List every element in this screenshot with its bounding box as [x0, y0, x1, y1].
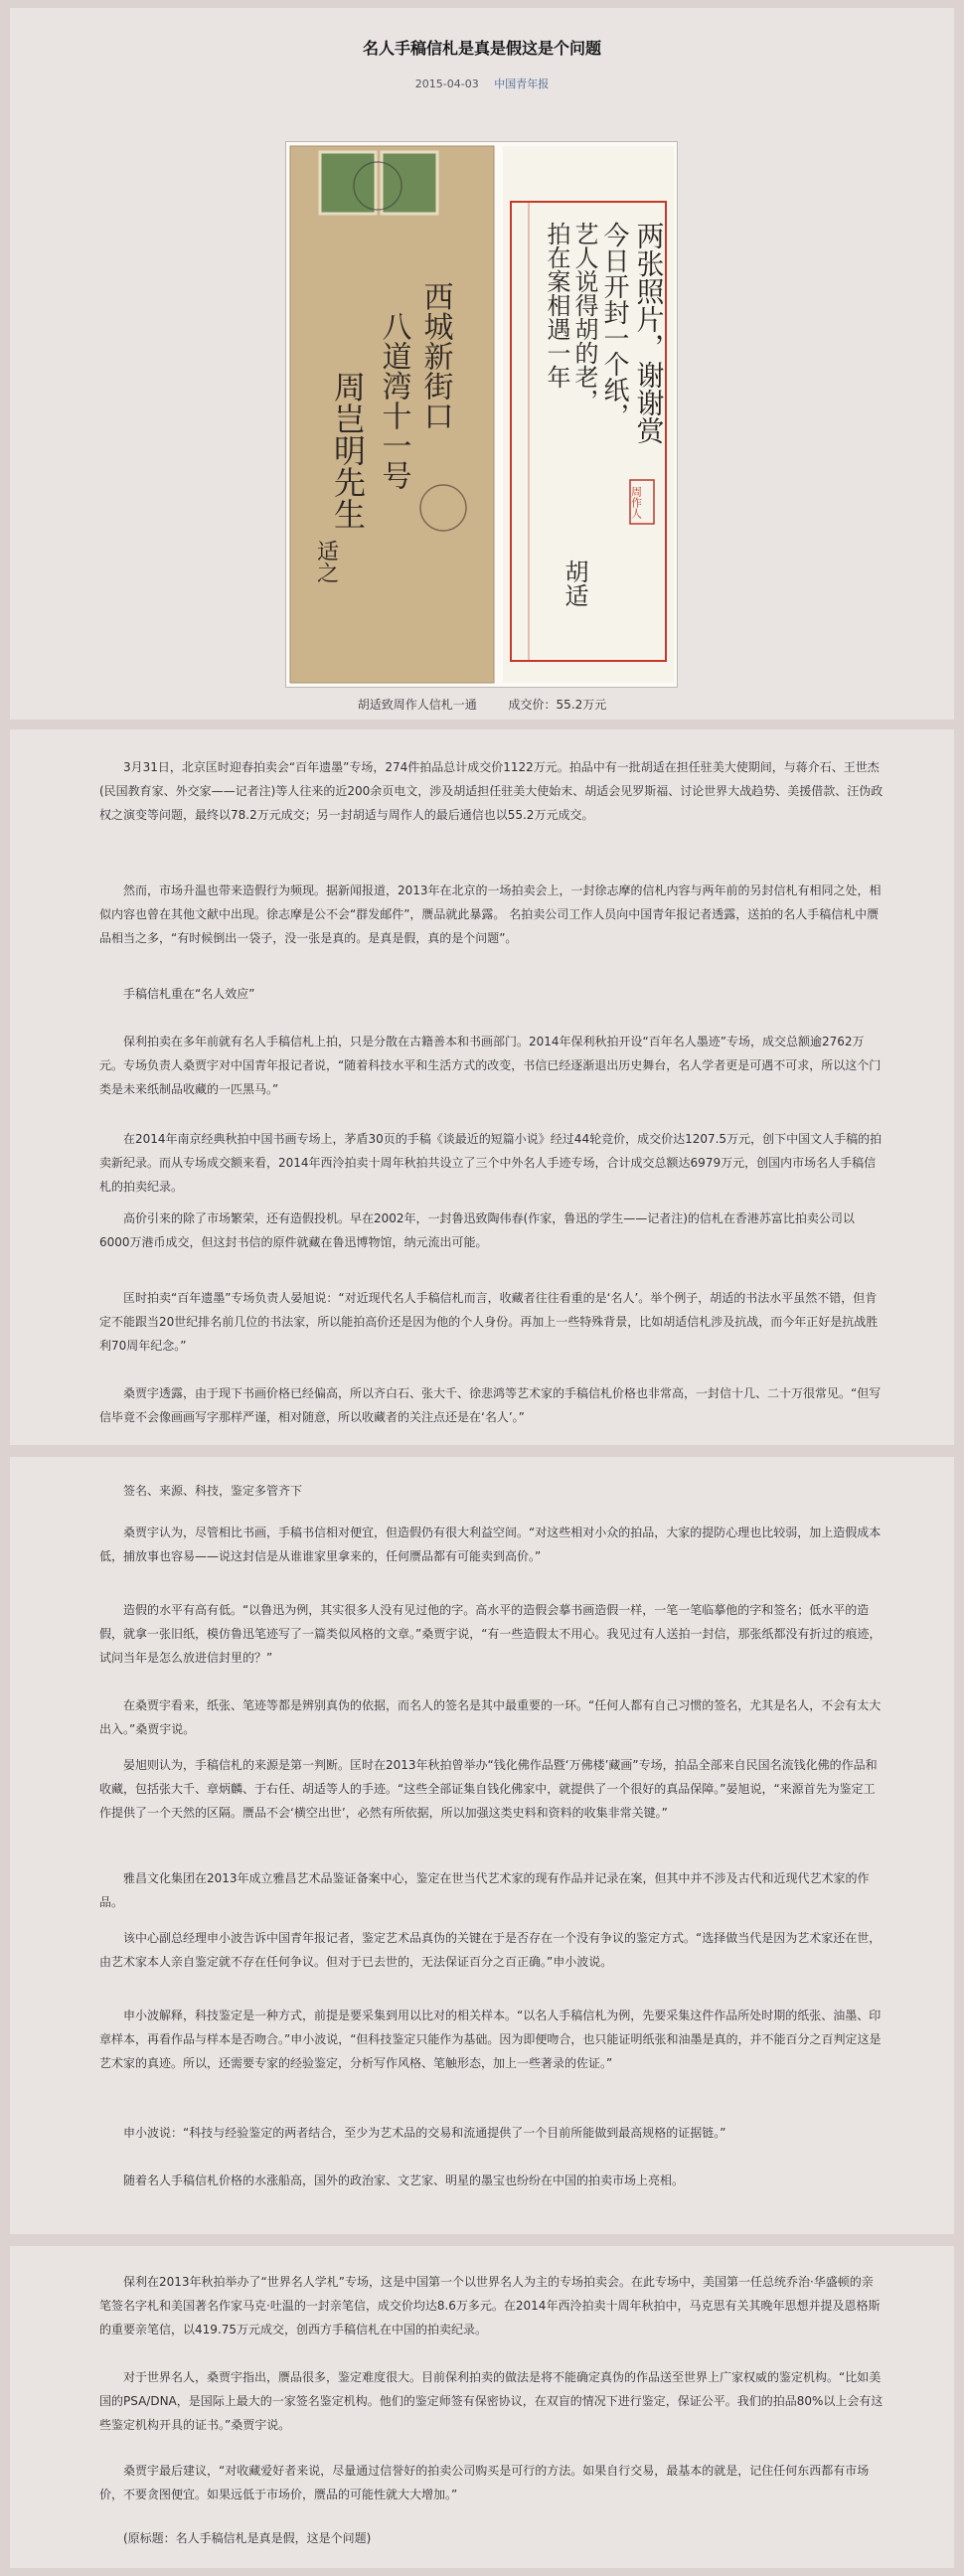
article-section-2	[10, 729, 954, 1445]
paragraph: 申小波解释，科技鉴定是一种方式，前提是要采集到用以比对的相关样本。“以名人手稿信札为例，先要采集这件作品所处时期的纸张、油墨、印章样本，再看作品与样本是否吻合。”申小波说，“但科技鉴定只能作为基础。因为即便吻合，也只能证明纸张和油墨是真的，并不能百分之百判定这是艺术家的真迹。所以，还需要专家的经验鉴定，分析写作风格、笔触形态，加上一些著录的佐证。”	[99, 2009, 882, 2070]
paragraph: 雅昌文化集团在2013年成立雅昌艺术品鉴证备案中心，鉴定在世当代艺术家的现有作品并记录在案，但其中并不涉及古代和近现代艺术家的作品。	[99, 1871, 870, 1909]
article-meta	[10, 76, 954, 91]
paragraph: 申小波说：“科技与经验鉴定的两者结合，至少为艺术品的交易和流通提供了一个目前所能做到最高规格的证据链。”	[123, 2126, 726, 2140]
paragraph: 高价引来的除了市场繁荣，还有造假投机。早在2002年，一封鲁迅致陶伟春(作家，鲁迅的学生——记者注)的信札在香港苏富比拍卖公司以6000万港币成交，但这封书信的原件就藏在鲁迅博物馆，纳元流出可能。	[99, 1211, 855, 1249]
paragraph: 对于世界名人，桑贾宇指出，赝品很多，鉴定难度很大。目前保利拍卖的做法是将不能确定真伪的作品送至世界上广家权威的鉴定机构。“比如美国的PSA/DNA，是国际上最大的一家签名鉴定机构。他们的鉴定师签有保密协议，在双盲的情况下进行鉴定，保证公平。我们的拍品80%以上会有这些鉴定机构开具的证书。”桑贾宇说。	[99, 2370, 884, 2432]
article-section-4	[10, 2246, 954, 2568]
publish-date: 2015-04-03	[414, 78, 479, 90]
caption-title: 胡适致周作人信札一通	[357, 698, 477, 712]
paragraph: 在桑贾宇看来，纸张、笔迹等都是辨别真伪的依据，而名人的签名是其中最重要的一环。“任何人都有自己习惯的签名，尤其是名人，不会有太大出入。”桑贾宇说。	[99, 1698, 882, 1736]
source-link[interactable]: 中国青年报	[494, 78, 550, 90]
article-header-card	[10, 8, 954, 720]
article-title: 名人手稿信札是真是假这是个问题	[362, 39, 601, 58]
section-heading: 签名、来源、科技，鉴定多管齐下	[123, 1484, 303, 1498]
postage-stamp-left	[320, 152, 376, 214]
paragraph: 在2014年南京经典秋拍中国书画专场上，茅盾30页的手稿《谈最近的短篇小说》经过44轮竞价，成交价达1207.5万元，创下中国文人手稿的拍卖新纪录。而从专场成交额来看，2014年西泠拍卖十周年秋拍共设立了三个中外名人手迹专场，合计成交总额达6979万元，创国内市场名人手稿信札的拍卖纪录。	[99, 1132, 883, 1194]
photo-caption	[10, 696, 954, 713]
paragraph: 匡时拍卖“百年遗墨”专场负责人晏旭说：“对近现代名人手稿信札而言，收藏者往往看重的是‘名人’。举个例子，胡适的书法水平虽然不错，但肯定不能跟当20世纪排名前几位的书法家，所以能拍高价还是因为他的个人身份。再加上一些特殊背景，比如胡适信札涉及抗战，而今年正好是抗战胜利70周年纪念。”	[99, 1291, 879, 1353]
paragraph: 晏旭则认为，手稿信札的来源是第一判断。匡时在2013年秋拍曾举办“钱化佛作品暨‘万佛楼’藏画”专场，拍品全部来自民国名流钱化佛的作品和收藏，包括张大千、章炳麟、于右任、胡适等人的手迹。“这些全部证集自钱化佛家中，就提供了一个很好的真品保障。”晏旭说，“来源首先为鉴定工作提供了一个天然的区隔。赝品不会‘横空出世’，必然有所依据，所以加强这类史料和资料的收集非常关键。”	[99, 1758, 878, 1820]
paragraph: 桑贾宇透露，由于现下书画价格已经偏高，所以齐白石、张大千、徐悲鸿等艺术家的手稿信札价格也非常高，一封信十几、二十万很常见。“但写信毕竟不会像画画写字那样严谨，相对随意，所以收藏者的关注点还是在‘名人’。”	[99, 1386, 882, 1424]
paragraph: 然而，市场升温也带来造假行为频现。据新闻报道，2013年在北京的一场拍卖会上，一封徐志摩的信札内容与两年前的另封信札有相同之处，相似内容也曾在其他文献中出现。徐志摩是公不会“群发邮件”，赝品就此暴露。 名拍卖公司工作人员向中国青年报记者透露，送拍的名人手稿信札中赝品相当之多，“有时候倒出一袋子，没一张是真的。是真是假，真的是个问题”。	[99, 884, 882, 945]
paragraph: 造假的水平有高有低。“以鲁迅为例，其实很多人没有见过他的字。高水平的造假会摹书画造假一样，一笔一笔临摹他的字和签名；低水平的造假，就拿一张旧纸，模仿鲁迅笔迹写了一篇类似风格的文章。”桑贾宇说，“有一些造假太不用心。我见过有人送拍一封信，那张纸都没有折过的痕迹，试问当年是怎么放进信封里的？”	[99, 1603, 882, 1665]
envelope-address-2: 八道湾十一号	[376, 311, 411, 490]
postage-stamp-right	[382, 152, 437, 214]
paragraph: 保利拍卖在多年前就有名人手稿信札上拍，只是分散在古籍善本和书画部门。2014年保利秋拍开设“百年名人墨迹”专场，成交总额逾2762万元。专场负责人桑贾宇对中国青年报记者说，“随着科技水平和生活方式的改变，书信已经逐渐退出历史舞台，名人学者更是可遇不可求，所以这个门类是未来纸制品收藏的一匹黑马。”	[99, 1035, 882, 1096]
paragraph: 该中心副总经理申小波告诉中国青年报记者，鉴定艺术品真伪的关键在于是否存在一个没有争议的鉴定方式。“选择做当代是因为艺术家还在世，由艺术家本人亲自鉴定就不存在任何争议。但对于已去世的，无法保证百分之百正确。”申小波说。	[99, 1931, 882, 1969]
letter-image-svg	[286, 142, 677, 687]
seal-text: 周作人	[629, 486, 643, 519]
section-heading: 手稿信札重在“名人效应”	[123, 987, 255, 1001]
envelope-address-1: 西城新街口	[417, 281, 453, 430]
letter-signature: 胡适	[561, 560, 588, 607]
original-title-note: (原标题：名人手稿信札是真是假，这是个问题)	[123, 2531, 372, 2545]
paragraph: 桑贾宇最后建议，“对收藏爱好者来说，尽量通过信誉好的拍卖公司购买是可行的方法。如果自行交易，最基本的就是，记住任何东西都有市场价，不要贪图便宜。如果远低于市场价，赝品的可能性就大大增加。”	[99, 2464, 870, 2501]
letter-line-1: 两张照片，谢谢赏	[632, 222, 666, 444]
envelope-recipient: 周岂明先生	[329, 371, 367, 530]
letter-photo	[285, 141, 678, 688]
paragraph: 桑贾宇认为，尽管相比书画，手稿书信相对便宜，但造假仍有很大利益空间。“对这些相对小众的拍品，大家的提防心理也比较弱，加上造假成本低，捕放事也容易——说这封信是从谁谁家里拿来的，任何赝品都有可能卖到高价。”	[99, 1526, 882, 1563]
paragraph: 保利在2013年秋拍举办了“世界名人学札”专场，这是中国第一个以世界名人为主的专场拍卖会。在此专场中，美国第一任总统乔治·华盛顿的亲笔签名字札和美国著名作家马克·吐温的一封亲笔信，成交价均达8.6万多元。在2014年西泠拍卖十周年秋拍中，马克思有关其晚年思想并提及恩格斯的重要亲笔信，以419.75万元成交，创西方手稿信札在中国的拍卖纪录。	[99, 2275, 881, 2336]
letter-line-2: 今日开封一个纸，	[599, 222, 629, 428]
paragraph: 3月31日，北京匡时迎春拍卖会“百年遗墨”专场，274件拍品总计成交价1122万元。拍品中有一批胡适在担任驻美大使期间，与蒋介石、王世杰(民国教育家、外交家——记者注)等人往来的近200余页电文，涉及胡适担任驻美大使始末、胡适会见罗斯福、讨论世界大战趋势、美援借款、汪伪政权之演变等问题，最终以78.2万元成交；另一封胡适与周作人的最后通信也以55.2万元成交。	[99, 760, 884, 822]
caption-price: 成交价：55.2万元	[508, 698, 607, 712]
letter-line-3: 艺人说得胡的老，	[570, 222, 598, 412]
letter-line-4: 拍在案相遇一年	[543, 222, 570, 389]
article-section-3	[10, 1457, 954, 2234]
envelope-sender: 适之	[313, 540, 339, 583]
paragraph: 随着名人手稿信札价格的水涨船高，国外的政治家、文艺家、明星的墨宝也纷纷在中国的拍卖市场上亮相。	[123, 2174, 685, 2187]
